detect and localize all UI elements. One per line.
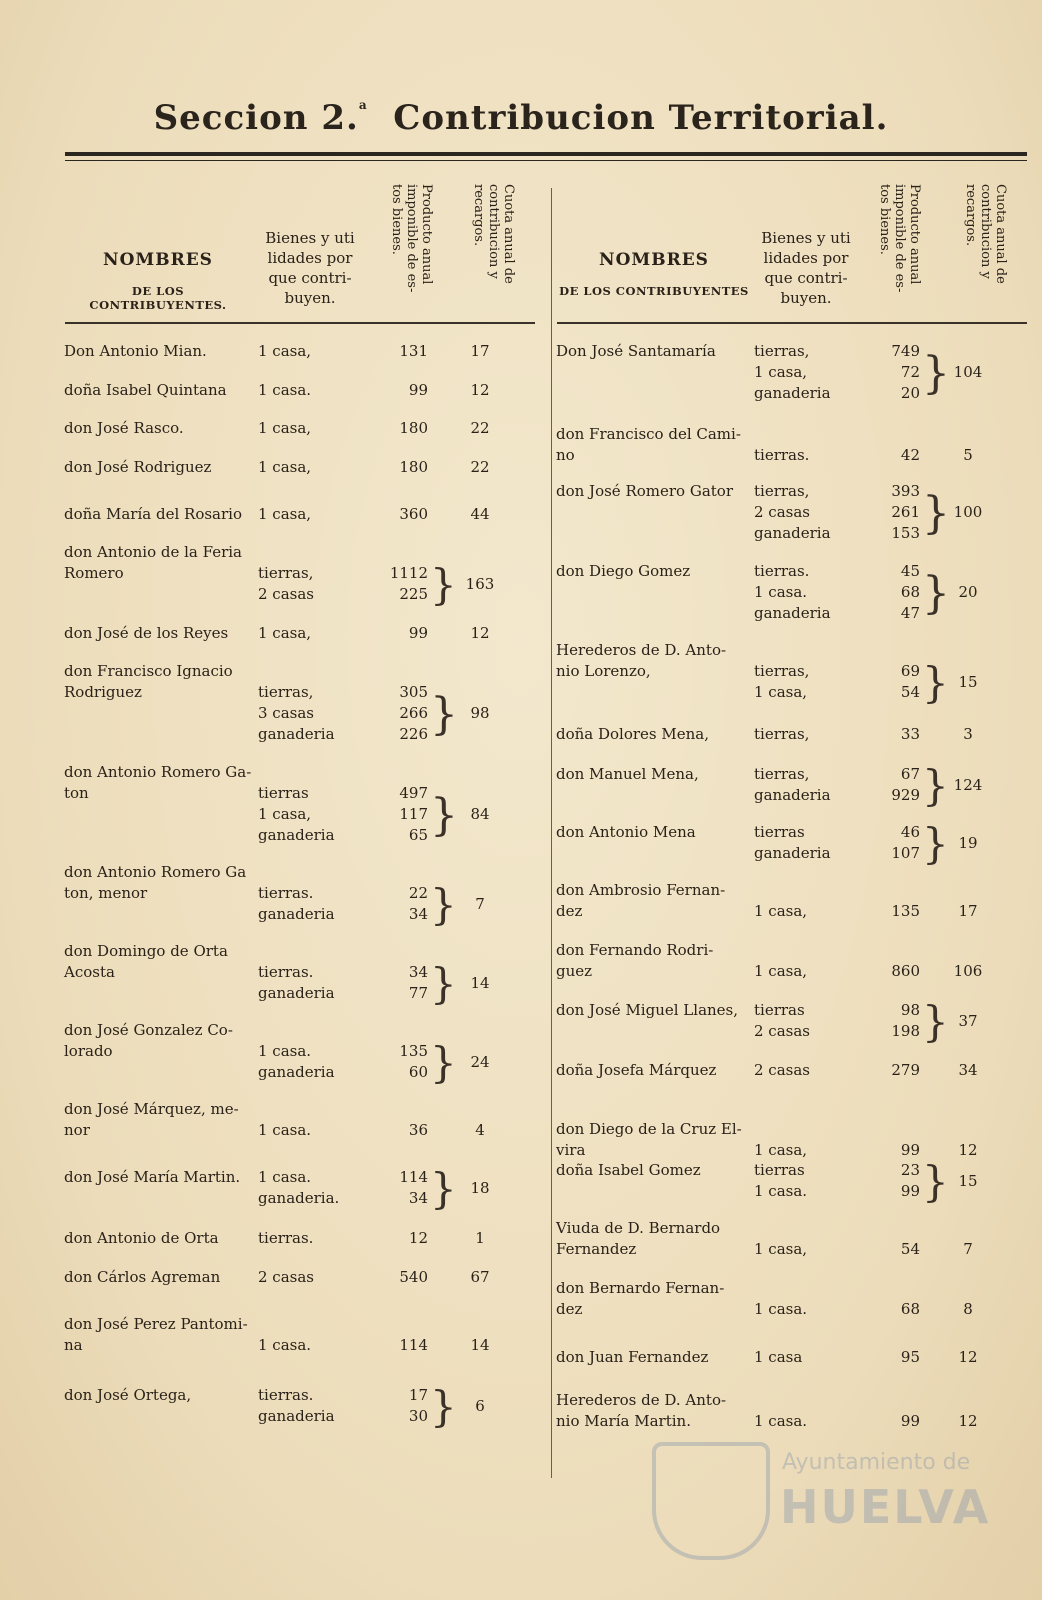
annual-product: 180: [399, 458, 428, 476]
contributor-name: ton: [64, 784, 89, 802]
contributor-name: lorado: [64, 1042, 113, 1060]
property-type: ganaderia: [754, 604, 831, 622]
annual-product: 131: [399, 342, 428, 360]
header-cuota: Cuota anual de contribucion y recargos.: [471, 184, 516, 284]
annual-product: 393: [891, 482, 920, 500]
annual-product: 95: [900, 1348, 920, 1366]
annual-quota: 34: [958, 1061, 978, 1079]
watermark: [652, 1442, 991, 1552]
property-type: 1 casa,: [258, 624, 312, 642]
property-type: 2 casas: [754, 1022, 810, 1040]
property-type: 1 casa.: [258, 381, 312, 399]
brace-mark: }: [922, 819, 949, 868]
annual-quota: 15: [958, 1171, 978, 1190]
property-type: tierras,: [754, 482, 810, 500]
brace-mark: }: [430, 1382, 457, 1431]
annual-quota: 5: [963, 446, 973, 464]
header-contribuyentes-right: DE LOS CONTRIBUYENTES: [559, 284, 749, 298]
header-producto: Producto anual imponible de es- tos bienes.: [389, 184, 434, 293]
annual-product: 114: [399, 1336, 428, 1354]
annual-product: 98: [900, 1001, 920, 1019]
contributor-name: doña Isabel Gomez: [556, 1161, 701, 1179]
annual-product: 54: [900, 683, 920, 701]
brace-mark: }: [922, 488, 950, 539]
header-cuota-right: Cuota anual de contribucion y recargos.: [963, 184, 1008, 284]
contributor-name: Fernandez: [556, 1240, 637, 1258]
property-type: ganaderia.: [258, 1189, 340, 1207]
contributor-name: Acosta: [64, 963, 115, 981]
property-type: 1 casa,: [754, 1141, 808, 1159]
annual-product: 749: [891, 342, 920, 360]
contributor-name: no: [556, 446, 575, 464]
annual-product: 1112: [389, 564, 428, 582]
brace-mark: }: [922, 348, 950, 399]
brace-mark: }: [430, 560, 457, 609]
annual-product: 65: [408, 826, 428, 844]
property-type: tierras.: [258, 1229, 314, 1247]
contributor-name: don Domingo de Orta: [64, 942, 228, 960]
contributor-name: nor: [64, 1121, 90, 1139]
ledger-entry: [0, 1120, 1042, 1162]
property-type: 1 casa,: [258, 419, 312, 437]
contributor-name: don José Márquez, me-: [64, 1100, 239, 1118]
annual-quota: 104: [953, 363, 983, 381]
contributor-name: Romero: [64, 564, 124, 582]
contributor-name: Don José Santamaría: [556, 342, 716, 360]
property-type: tierras.: [258, 963, 314, 981]
watermark-small: Ayuntamiento de: [782, 1450, 971, 1475]
contributor-name: don José Ortega,: [64, 1386, 192, 1404]
property-type: ganaderia: [258, 905, 335, 923]
header-nombres: NOMBRES: [103, 250, 213, 270]
header-rule-right: [557, 322, 1027, 324]
property-type: ganaderia: [754, 384, 831, 402]
property-type: 1 casa,: [754, 902, 808, 920]
property-type: 2 casas: [258, 585, 314, 603]
ledger-entry: [0, 1061, 1042, 1082]
annual-product: 99: [900, 1141, 920, 1159]
contributor-name: dez: [556, 902, 583, 920]
annual-quota: 67: [470, 1268, 490, 1286]
contributor-name: don José Rodriguez: [64, 458, 212, 476]
property-type: 1 casa,: [258, 458, 312, 476]
annual-product: 77: [408, 984, 428, 1002]
annual-product: 33: [900, 725, 920, 743]
annual-product: 46: [900, 823, 920, 841]
annual-quota: 18: [470, 1178, 490, 1197]
contributor-name: ton, menor: [64, 884, 148, 902]
annual-product: 68: [900, 1300, 920, 1318]
annual-product: 34: [408, 963, 428, 981]
annual-product: 929: [891, 786, 920, 804]
contributor-name: don Francisco del Cami-: [556, 425, 741, 443]
annual-quota: 84: [470, 805, 490, 823]
annual-product: 47: [900, 604, 920, 622]
property-type: tierras.: [258, 884, 314, 902]
property-type: ganaderia: [258, 984, 335, 1002]
contributor-name: doña Dolores Mena,: [556, 725, 710, 743]
property-type: tierras,: [754, 662, 810, 680]
annual-quota: 15: [958, 672, 978, 691]
property-type: 1 casa,: [754, 363, 808, 381]
contributor-name: don José Rasco.: [64, 419, 184, 437]
header-contribuyentes: DE LOS CONTRIBUYENTES.: [89, 284, 227, 312]
property-type: tierras.: [258, 1386, 314, 1404]
ledger-entry: [0, 819, 1042, 868]
annual-product: 497: [399, 784, 428, 802]
annual-product: 60: [408, 1063, 428, 1081]
annual-product: 117: [399, 805, 428, 823]
brace-mark: }: [922, 658, 949, 707]
ledger-entry: [0, 342, 1042, 405]
brace-mark: }: [430, 880, 457, 929]
contributor-name: don Francisco Ignacio: [64, 662, 233, 680]
ledger-entry: [0, 562, 1042, 625]
property-type: tierras: [754, 1161, 805, 1179]
annual-product: 67: [900, 765, 920, 783]
property-type: 1 casa,: [258, 342, 312, 360]
annual-product: 198: [891, 1022, 920, 1040]
annual-product: 266: [399, 704, 428, 722]
contributor-name: doña Josefa Márquez: [556, 1061, 717, 1079]
annual-quota: 8: [963, 1300, 973, 1318]
property-type: 2 casas: [754, 1061, 810, 1079]
contributor-name: don Diego de la Cruz El-: [556, 1120, 742, 1138]
annual-quota: 44: [470, 505, 490, 523]
property-type: 1 casa.: [754, 583, 808, 601]
annual-product: 69: [900, 662, 920, 680]
property-type: 1 casa,: [258, 805, 312, 823]
property-type: 1 casa: [754, 1348, 803, 1366]
contributor-name: don Bernardo Fernan-: [556, 1279, 725, 1297]
brace-mark: }: [922, 1157, 949, 1206]
page-title: Seccion 2.$^a$ Contribucion Territorial.: [153, 98, 889, 138]
property-type: 1 casa.: [258, 1042, 312, 1060]
property-type: ganaderia: [258, 1063, 335, 1081]
ledger-entry: [0, 1219, 1042, 1261]
ledger-entry: [0, 881, 1042, 923]
ledger-entry: [0, 1279, 1042, 1321]
contributor-name: don José Perez Pantomi-: [64, 1315, 248, 1333]
brace-mark: }: [922, 761, 949, 810]
property-type: tierras: [754, 823, 805, 841]
annual-quota: 7: [963, 1240, 973, 1258]
contributor-name: don Antonio de la Feria: [64, 543, 243, 561]
title-rule-thin: [65, 160, 1027, 161]
header-bienes-right: Bienes y uti lidades por que contri- buyen.: [761, 229, 851, 307]
property-type: tierras,: [258, 564, 314, 582]
contributor-name: don José Miguel Llanes,: [556, 1001, 739, 1019]
annual-quota: 19: [958, 833, 978, 852]
annual-quota: 12: [958, 1348, 978, 1366]
annual-product: 860: [891, 962, 920, 980]
contributor-name: don Manuel Mena,: [556, 765, 699, 783]
annual-product: 180: [399, 419, 428, 437]
annual-product: 540: [399, 1268, 428, 1286]
contributor-name: Herederos de D. Anto-: [556, 1391, 727, 1409]
annual-quota: 12: [470, 624, 490, 642]
annual-quota: 22: [470, 458, 490, 476]
contributor-name: don José Romero Gator: [556, 482, 733, 500]
annual-product: 99: [408, 381, 428, 399]
property-type: 3 casas: [258, 704, 314, 722]
contributor-name: Viuda de D. Bernardo: [556, 1219, 721, 1237]
property-type: ganaderia: [754, 524, 831, 542]
contributor-name: don Antonio de Orta: [64, 1229, 219, 1247]
annual-product: 68: [900, 583, 920, 601]
contributor-name: dez: [556, 1300, 583, 1318]
property-type: ganaderia: [754, 844, 831, 862]
contributor-name: don Antonio Romero Ga-: [64, 763, 252, 781]
annual-quota: 17: [958, 902, 978, 920]
annual-product: 261: [891, 503, 920, 521]
annual-quota: 37: [958, 1011, 978, 1030]
annual-product: 30: [408, 1407, 428, 1425]
annual-product: 22: [408, 884, 428, 902]
property-type: 1 casa.: [258, 1168, 312, 1186]
annual-quota: 124: [953, 775, 983, 794]
property-type: 1 casa.: [754, 1412, 808, 1430]
ledger-entry: [0, 941, 1042, 983]
ledger-entry: [0, 1391, 1042, 1433]
contributor-name: na: [64, 1336, 83, 1354]
annual-product: 114: [399, 1168, 428, 1186]
annual-quota: 22: [470, 419, 490, 437]
contributor-name: don José de los Reyes: [64, 624, 229, 642]
contributor-name: don José Gonzalez Co-: [64, 1021, 233, 1039]
brace-mark: }: [430, 1164, 457, 1213]
annual-quota: 24: [470, 1052, 490, 1071]
annual-quota: 3: [963, 725, 973, 743]
ledger-entry: [0, 761, 1042, 810]
property-type: tierras,: [258, 683, 314, 701]
annual-quota: 20: [958, 583, 978, 601]
header-producto-right: Producto anual imponible de es- tos bienes.: [877, 184, 922, 293]
property-type: tierras,: [754, 342, 810, 360]
annual-product: 279: [891, 1061, 920, 1079]
brace-mark: }: [430, 959, 457, 1008]
annual-product: 135: [399, 1042, 428, 1060]
ledger-entry: [0, 641, 1042, 707]
annual-quota: 1: [475, 1229, 485, 1247]
annual-quota: 106: [953, 962, 983, 980]
annual-product: 226: [399, 725, 428, 743]
brace-mark: }: [922, 997, 949, 1046]
property-type: 1 casa.: [258, 1336, 312, 1354]
annual-product: 20: [900, 384, 920, 402]
property-type: ganaderia: [258, 826, 335, 844]
annual-product: 99: [900, 1182, 920, 1200]
annual-quota: 4: [475, 1121, 485, 1139]
annual-quota: 6: [475, 1396, 485, 1415]
annual-product: 360: [399, 505, 428, 523]
contributor-name: nio María Martin.: [556, 1412, 691, 1430]
annual-quota: 17: [470, 342, 490, 360]
ledger-entry: [0, 997, 1042, 1046]
property-type: tierras: [754, 1001, 805, 1019]
brace-mark: }: [430, 790, 458, 841]
property-type: tierras.: [754, 562, 810, 580]
annual-quota: 14: [470, 973, 490, 992]
contributor-name: guez: [556, 962, 593, 980]
annual-product: 153: [891, 524, 920, 542]
contributor-name: don Juan Fernandez: [556, 1348, 709, 1366]
annual-product: 135: [891, 902, 920, 920]
contributor-name: don José María Martin.: [64, 1168, 241, 1186]
brace-mark: }: [430, 1038, 457, 1087]
property-type: ganaderia: [258, 1407, 335, 1425]
annual-quota: 100: [953, 503, 983, 521]
ledger-entry: [0, 482, 1042, 545]
contributor-name: don Diego Gomez: [556, 562, 691, 580]
property-type: 2 casas: [754, 503, 810, 521]
property-type: 1 casa,: [754, 1240, 808, 1258]
property-type: 1 casa,: [754, 683, 808, 701]
property-type: ganaderia: [258, 725, 335, 743]
contributor-name: don Antonio Mena: [556, 823, 696, 841]
contributor-name: Herederos de D. Anto-: [556, 641, 727, 659]
header-nombres-right: NOMBRES: [599, 250, 709, 270]
annual-product: 17: [408, 1386, 428, 1404]
annual-quota: 12: [958, 1141, 978, 1159]
annual-quota: 7: [475, 894, 485, 913]
contributor-name: doña María del Rosario: [64, 505, 242, 523]
property-type: tierras.: [754, 446, 810, 464]
property-type: 1 casa,: [258, 505, 312, 523]
contributor-name: Rodriguez: [64, 683, 142, 701]
annual-product: 34: [408, 905, 428, 923]
contributor-name: don Cárlos Agreman: [64, 1268, 221, 1286]
title-rule: [65, 152, 1027, 156]
right-header: [0, 178, 1042, 326]
annual-product: 12: [408, 1229, 428, 1247]
annual-product: 34: [408, 1189, 428, 1207]
property-type: 1 casa,: [754, 962, 808, 980]
annual-product: 54: [900, 1240, 920, 1258]
annual-product: 107: [891, 844, 920, 862]
annual-product: 99: [900, 1412, 920, 1430]
contributor-name: don Antonio Romero Ga: [64, 863, 247, 881]
property-type: ganaderia: [754, 786, 831, 804]
contributor-name: doña Isabel Quintana: [64, 381, 227, 399]
annual-product: 305: [399, 683, 428, 701]
property-type: 1 casa.: [258, 1121, 312, 1139]
header-bienes: Bienes y uti lidades por que contri- buyen.: [265, 229, 355, 307]
annual-quota: 98: [470, 704, 490, 722]
property-type: 1 casa.: [754, 1300, 808, 1318]
brace-mark: }: [430, 689, 458, 740]
property-type: 1 casa.: [754, 1182, 808, 1200]
ledger-entry: [0, 425, 1042, 467]
contributor-name: vira: [556, 1141, 586, 1159]
ledger-entry: [0, 1348, 1042, 1369]
annual-product: 45: [900, 562, 920, 580]
contributor-name: don Ambrosio Fernan-: [556, 881, 726, 899]
ledger-entry: [0, 725, 1042, 746]
annual-quota: 12: [958, 1412, 978, 1430]
watermark-big: HUELVA: [780, 1480, 991, 1534]
brace-mark: }: [922, 568, 950, 619]
property-type: tierras,: [754, 725, 810, 743]
property-type: 2 casas: [258, 1268, 314, 1286]
annual-quota: 14: [470, 1336, 490, 1354]
annual-product: 225: [399, 585, 428, 603]
shield-icon: [652, 1442, 770, 1560]
header-rule-left: [65, 322, 535, 324]
contributor-name: Don Antonio Mian.: [64, 342, 207, 360]
property-type: tierras: [258, 784, 309, 802]
annual-product: 99: [408, 624, 428, 642]
annual-product: 23: [900, 1161, 920, 1179]
annual-product: 36: [408, 1121, 428, 1139]
annual-product: 72: [900, 363, 920, 381]
annual-quota: 163: [465, 574, 495, 593]
contributor-name: don Fernando Rodri-: [556, 941, 714, 959]
property-type: tierras,: [754, 765, 810, 783]
annual-quota: 12: [470, 381, 490, 399]
contributor-name: nio Lorenzo,: [556, 662, 651, 680]
ledger-entry: [0, 1157, 1042, 1206]
annual-product: 42: [900, 446, 920, 464]
